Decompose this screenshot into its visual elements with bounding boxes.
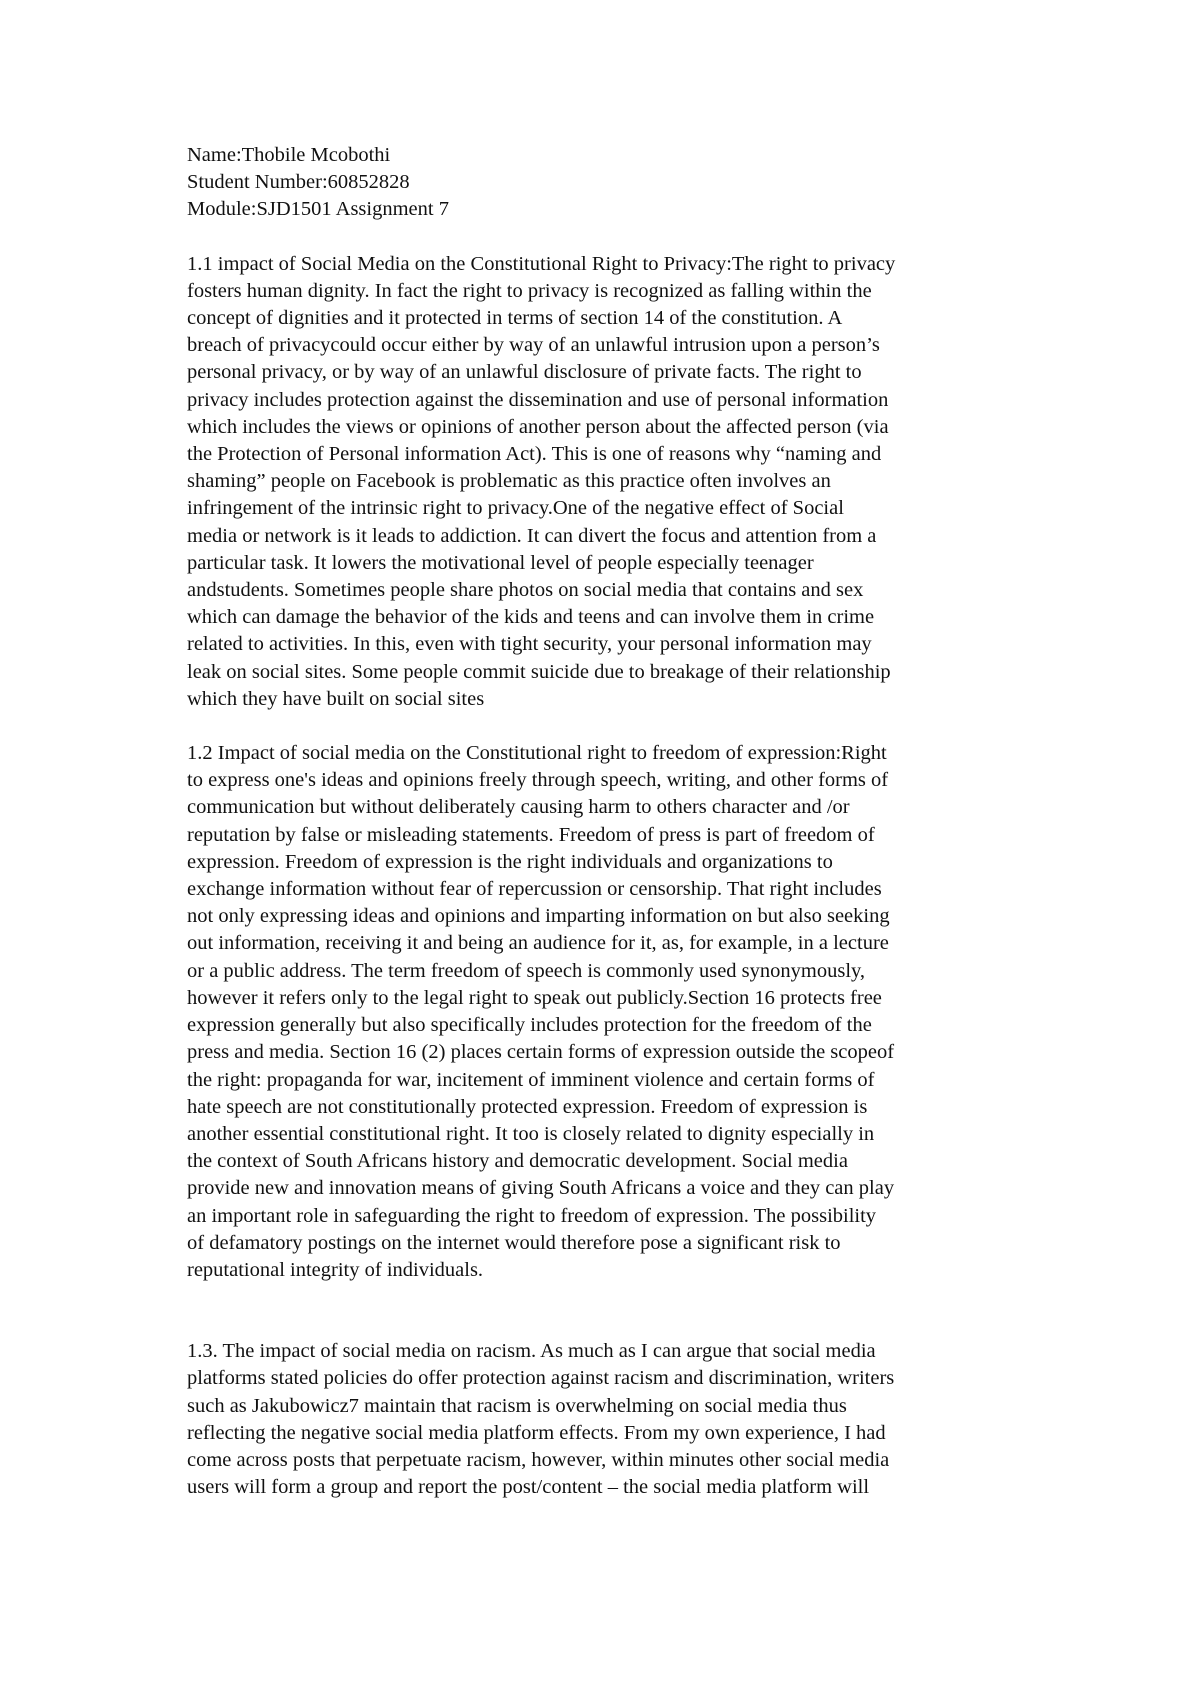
paragraph-line: which can damage the behavior of the kids and teens and can involve them in crime [187, 606, 875, 629]
paragraph-line: infringement of the intrinsic right to privacy.One of the negative effect of Social [187, 497, 844, 520]
paragraph-line: the context of South Africans history and democratic development. Social media [187, 1150, 848, 1173]
student-name: Name:Thobile Mcobothi [187, 144, 391, 166]
paragraph-line: or a public address. The term freedom of speech is commonly used synonymously, [187, 959, 866, 982]
paragraph-line: andstudents. Sometimes people share photos on social media that contains and sex [187, 579, 864, 602]
paragraph-line: come across posts that perpetuate racism, however, within minutes other social media [187, 1448, 890, 1471]
module-title: Module:SJD1501 Assignment 7 [187, 198, 449, 221]
paragraph-line: particular task. It lowers the motivational level of people especially teenager [187, 551, 814, 574]
paragraph-line: reputation by false or misleading statements. Freedom of press is part of freedom of [187, 823, 875, 846]
student-number: Student Number:60852828 [187, 171, 410, 194]
paragraph-line: provide new and innovation means of giving South Africans a voice and they can play [187, 1177, 895, 1200]
paragraph-line: breach of privacycould occur either by way of an unlawful intrusion upon a person’s [187, 334, 880, 357]
paragraph-line: the Protection of Personal information Act). This is one of reasons why “naming and [187, 443, 882, 466]
paragraph-line: personal privacy, or by way of an unlawful disclosure of private facts. The right to [187, 361, 862, 384]
paragraph-line: expression. Freedom of expression is the right individuals and organizations to [187, 850, 833, 873]
paragraph-line: another essential constitutional right. It too is closely related to dignity especially in [187, 1122, 875, 1145]
paragraph-line: platforms stated policies do offer protection against racism and discrimination, writers [187, 1367, 895, 1390]
paragraph-line: reputational integrity of individuals. [187, 1258, 484, 1281]
paragraph-privacy [187, 251, 1037, 713]
paragraph-line: reflecting the negative social media platform effects. From my own experience, I had [187, 1421, 886, 1444]
paragraph-line: 1.1 impact of Social Media on the Constitutional Right to Privacy:The right to privacy [187, 252, 896, 275]
paragraph-expression [187, 740, 1037, 1284]
paragraph-line: which they have built on social sites [187, 687, 485, 710]
paragraph-line: leak on social sites. Some people commit suicide due to breakage of their relationship [187, 660, 891, 683]
paragraph-line: 1.2 Impact of social media on the Constitutional right to freedom of expression:Right [187, 742, 887, 765]
document-page [187, 142, 1037, 1501]
paragraph-line: communication but without deliberately causing harm to others character and /or [187, 796, 850, 819]
paragraph-line: hate speech are not constitutionally protected expression. Freedom of expression is [187, 1095, 868, 1118]
paragraph-line: exchange information without fear of repercussion or censorship. That right includes [187, 878, 882, 901]
paragraph-line: to express one's ideas and opinions freely through speech, writing, and other forms of [187, 769, 889, 792]
paragraph-line: concept of dignities and it protected in terms of section 14 of the constitution. A [187, 307, 843, 330]
paragraph-line: however it refers only to the legal right to speak out publicly.Section 16 protects free [187, 986, 882, 1009]
paragraph-line: out information, receiving it and being an audience for it, as, for example, in a lecture [187, 932, 889, 955]
paragraph-line: fosters human dignity. In fact the right to privacy is recognized as falling within the [187, 279, 872, 302]
paragraph-line: users will form a group and report the post/content – the social media platform will [187, 1476, 870, 1499]
paragraph-line: not only expressing ideas and opinions and imparting information on but also seeking [187, 905, 890, 928]
paragraph-line: which includes the views or opinions of another person about the affected person (via [187, 415, 889, 438]
paragraph-line: of defamatory postings on the internet would therefore pose a significant risk to [187, 1231, 841, 1254]
paragraph-line: related to activities. In this, even with tight security, your personal information may [187, 633, 872, 656]
paragraph-line: shaming” people on Facebook is problematic as this practice often involves an [187, 470, 831, 493]
paragraph-line: such as Jakubowicz7 maintain that racism is overwhelming on social media thus [187, 1394, 847, 1417]
paragraph-line: the right: propaganda for war, incitement of imminent violence and certain forms of [187, 1068, 875, 1091]
paragraph-line: 1.3. The impact of social media on racism. As much as I can argue that social media [187, 1340, 876, 1363]
paragraph-line: press and media. Section 16 (2) places certain forms of expression outside the scopeof [187, 1041, 895, 1064]
paragraph-line: privacy includes protection against the dissemination and use of personal information [187, 388, 889, 411]
paragraph-line: expression generally but also specifically includes protection for the freedom of the [187, 1014, 872, 1037]
paragraph-racism [187, 1338, 1037, 1501]
paragraph-line: media or network is it leads to addiction. It can divert the focus and attention from a [187, 524, 877, 547]
paragraph-line: an important role in safeguarding the right to freedom of expression. The possibility [187, 1204, 877, 1227]
